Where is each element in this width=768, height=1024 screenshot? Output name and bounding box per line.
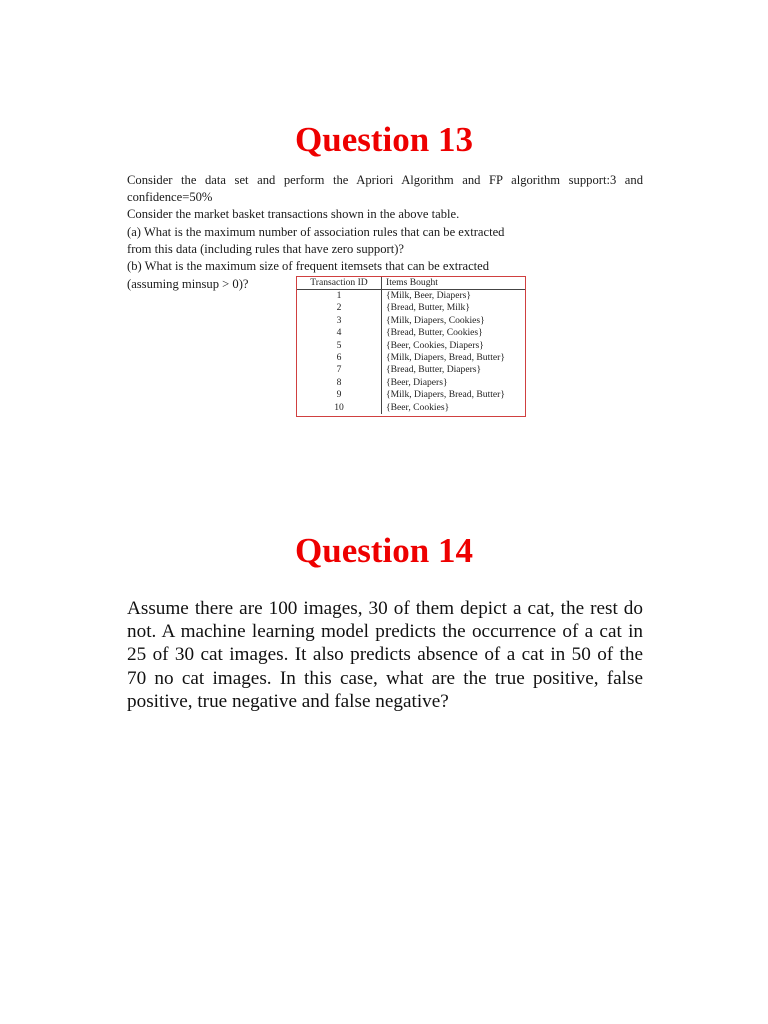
question-14-text: Assume there are 100 images, 30 of them depict a cat, the rest do not. A machine learning model predicts the occurrence of a cat in 25 of 30 cat images. It also predicts absence of a cat in 50 of the 70 no cat images. In this case, what are the true positive, false positive, true negative and false negative? bbox=[127, 598, 643, 712]
table-row bbox=[297, 389, 525, 401]
transaction-id-cell: 2 bbox=[297, 302, 382, 314]
header-items-bought: Items Bought bbox=[382, 277, 526, 290]
transaction-id-cell: 10 bbox=[297, 402, 382, 414]
q13-line-6: (b) What is the maximum size of frequent itemsets that can be extracted bbox=[127, 259, 490, 274]
table-row bbox=[297, 352, 525, 364]
transactions-table-body bbox=[297, 290, 525, 415]
items-bought-cell: {Milk, Diapers, Cookies} bbox=[386, 314, 485, 326]
transaction-id-cell: 8 bbox=[297, 377, 382, 389]
transaction-id-cell: 4 bbox=[297, 327, 382, 339]
q13-line-7: (assuming minsup > 0)? bbox=[127, 277, 249, 291]
header-transaction-id: Transaction ID bbox=[297, 277, 382, 290]
transaction-id-cell: 5 bbox=[297, 340, 382, 352]
items-bought-cell: {Milk, Beer, Diapers} bbox=[386, 290, 472, 301]
items-bought-cell: {Beer, Cookies, Diapers} bbox=[386, 339, 484, 351]
table-row bbox=[297, 327, 525, 339]
transaction-id-cell: 1 bbox=[297, 290, 382, 303]
table-row bbox=[297, 340, 525, 352]
transaction-id-cell: 6 bbox=[297, 352, 382, 364]
items-bought-cell: {Beer, Diapers} bbox=[386, 376, 448, 388]
q13-line-5: from this data (including rules that have zero support)? bbox=[127, 241, 404, 256]
table-row bbox=[297, 302, 525, 314]
q13-line-4: (a) What is the maximum number of association rules that can be extracted bbox=[127, 224, 505, 239]
question-13-title: Question 13 bbox=[295, 120, 473, 159]
items-bought-cell: {Milk, Diapers, Bread, Butter} bbox=[386, 352, 505, 364]
items-bought-cell: {Bread, Butter, Cookies} bbox=[386, 327, 483, 339]
items-bought-cell: {Bread, Butter, Milk} bbox=[386, 302, 470, 314]
table-row bbox=[297, 377, 525, 389]
transactions-table bbox=[296, 276, 526, 417]
items-bought-cell: {Milk, Diapers, Bread, Butter} bbox=[386, 389, 505, 401]
transaction-id-cell: 9 bbox=[297, 389, 382, 401]
q13-line-1: Consider the data set and perform the Apriori Algorithm and FP algorithm support:3 and bbox=[127, 173, 643, 187]
table-row bbox=[297, 290, 525, 303]
items-bought-cell: {Bread, Butter, Diapers} bbox=[386, 364, 482, 376]
items-bought-cell: {Beer, Cookies} bbox=[386, 401, 450, 413]
q13-line-3: Consider the market basket transactions shown in the above table. bbox=[127, 207, 460, 222]
q13-line-2: confidence=50% bbox=[127, 190, 213, 205]
transaction-id-cell: 7 bbox=[297, 364, 382, 376]
table-row bbox=[297, 364, 525, 376]
table-row bbox=[297, 315, 525, 327]
table-row bbox=[297, 402, 525, 414]
question-13-text bbox=[127, 172, 643, 275]
transaction-id-cell: 3 bbox=[297, 315, 382, 327]
question-14-title: Question 14 bbox=[295, 531, 473, 570]
table-header-row bbox=[297, 277, 525, 290]
